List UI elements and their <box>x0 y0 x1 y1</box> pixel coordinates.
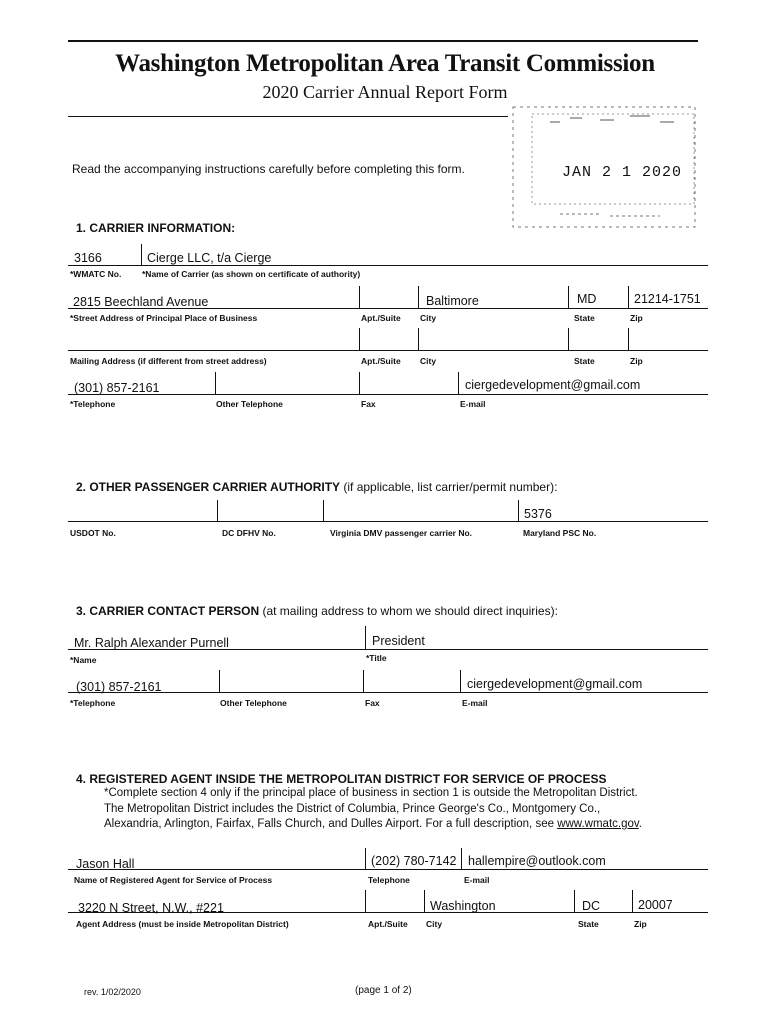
contact-telephone-value[interactable]: (301) 857-2161 <box>76 680 162 694</box>
state-label: State <box>574 313 595 323</box>
contact-fax-label: Fax <box>365 698 380 708</box>
agent-zip-value[interactable]: 20007 <box>638 898 673 912</box>
contact-title-label: *Title <box>366 653 387 663</box>
divider <box>359 328 360 351</box>
section1-heading: 1. CARRIER INFORMATION: <box>76 221 236 235</box>
state-value[interactable]: MD <box>577 292 597 306</box>
section2-heading-note: (if applicable, list carrier/permit number): <box>340 480 558 494</box>
carrier-name-value[interactable]: Cierge LLC, t/a Cierge <box>147 251 272 265</box>
divider <box>424 890 425 913</box>
divider <box>632 890 633 913</box>
divider <box>460 670 461 693</box>
divider <box>418 286 419 309</box>
contact-email-label: E-mail <box>462 698 488 708</box>
section3-heading-text: 3. CARRIER CONTACT PERSON <box>76 604 260 618</box>
contact-title-value[interactable]: President <box>372 634 425 648</box>
divider <box>359 286 360 309</box>
divider <box>323 500 324 522</box>
telephone-value[interactable]: (301) 857-2161 <box>74 381 160 395</box>
section2-heading-text: 2. OTHER PASSENGER CARRIER AUTHORITY <box>76 480 341 494</box>
divider <box>568 286 569 309</box>
wmatc-no-value[interactable]: 3166 <box>74 251 102 265</box>
section4-note-3-text: Alexandria, Arlington, Fairfax, Falls Church, and Dulles Airport. For a full description, see <box>104 818 558 830</box>
section4-note-2: The Metropolitan District includes the District of Columbia, Prince George's Co., Montgomery Co., <box>104 803 601 815</box>
city-value[interactable]: Baltimore <box>426 294 479 308</box>
wmatc-no-label: *WMATC No. <box>70 269 122 279</box>
divider <box>418 328 419 351</box>
section2-heading <box>76 480 557 494</box>
line-contact-telephone <box>68 692 708 693</box>
agent-zip-label: Zip <box>634 919 647 929</box>
divider <box>217 500 218 522</box>
agent-name-label: Name of Registered Agent for Service of Process <box>74 875 273 885</box>
section4-note-3-end: . <box>638 818 642 830</box>
instructions-text: Read the accompanying instructions carefully before completing this form. <box>72 162 465 176</box>
agent-name-value[interactable]: Jason Hall <box>76 857 135 871</box>
zip-value[interactable]: 21214-1751 <box>634 292 701 306</box>
wmatc-link[interactable]: www.wmatc.gov <box>557 818 639 830</box>
line-carrier <box>68 265 708 266</box>
street-label: *Street Address of Principal Place of Business <box>70 313 258 323</box>
contact-other-telephone-label: Other Telephone <box>220 698 287 708</box>
divider <box>458 372 459 395</box>
contact-email-value[interactable]: ciergedevelopment@gmail.com <box>467 677 643 691</box>
agent-address-label: Agent Address (must be inside Metropolitan District) <box>76 919 289 929</box>
agent-state-value[interactable]: DC <box>582 899 601 913</box>
carrier-name-label: *Name of Carrier (as shown on certificate of authority) <box>142 269 361 279</box>
fax-label: Fax <box>361 399 376 409</box>
divider <box>365 890 366 913</box>
apt-label: Apt./Suite <box>361 313 401 323</box>
section3-heading <box>76 604 558 618</box>
maryland-psc-label: Maryland PSC No. <box>523 528 597 538</box>
telephone-label: *Telephone <box>70 399 116 409</box>
contact-telephone-label: *Telephone <box>70 698 116 708</box>
divider <box>359 372 360 395</box>
dc-dfhv-label: DC DFHV No. <box>222 528 276 538</box>
contact-name-value[interactable]: Mr. Ralph Alexander Purnell <box>74 636 229 650</box>
line-street <box>68 308 708 309</box>
divider <box>215 372 216 395</box>
divider <box>141 244 142 266</box>
line-telephone <box>68 394 708 395</box>
divider <box>219 670 220 693</box>
contact-name-label: *Name <box>70 655 97 665</box>
zip-label: Zip <box>630 313 643 323</box>
usdot-label: USDOT No. <box>70 528 116 538</box>
virginia-dmv-label: Virginia DMV passenger carrier No. <box>330 528 473 538</box>
email-value[interactable]: ciergedevelopment@gmail.com <box>465 378 641 392</box>
city-label: City <box>420 313 437 323</box>
section4-note-3 <box>104 817 642 832</box>
form-title: Washington Metropolitan Area Transit Commission <box>115 50 655 77</box>
page-number: (page 1 of 2) <box>355 985 412 996</box>
divider <box>365 848 366 870</box>
agent-city-value[interactable]: Washington <box>430 899 496 913</box>
line-authority <box>68 521 708 522</box>
top-rule <box>68 40 698 42</box>
agent-apt-label: Apt./Suite <box>368 919 408 929</box>
agent-email-label: E-mail <box>464 875 490 885</box>
maryland-psc-value[interactable]: 5376 <box>524 507 552 521</box>
divider <box>568 328 569 351</box>
line-agent-address <box>68 912 708 913</box>
line-mailing <box>68 350 708 351</box>
divider <box>574 890 575 913</box>
agent-email-value[interactable]: hallempire@outlook.com <box>468 854 606 868</box>
divider <box>461 848 462 870</box>
form-subtitle: 2020 Carrier Annual Report Form <box>262 82 508 102</box>
stamp-date: JAN 2 1 2020 <box>562 164 683 181</box>
agent-city-label: City <box>426 919 443 929</box>
divider <box>365 626 366 650</box>
revision-date: rev. 1/02/2020 <box>84 987 141 997</box>
divider <box>363 670 364 693</box>
mailing-zip-label: Zip <box>630 356 643 366</box>
divider <box>628 286 629 309</box>
section3-heading-note: (at mailing address to whom we should direct inquiries): <box>259 604 558 618</box>
section4-note-1: *Complete section 4 only if the principal place of business in section 1 is outside the Metropolitan District. <box>104 787 638 799</box>
line-agent-name <box>68 869 708 870</box>
agent-telephone-label: Telephone <box>368 875 410 885</box>
mailing-state-label: State <box>574 356 595 366</box>
mailing-city-label: City <box>420 356 437 366</box>
other-telephone-label: Other Telephone <box>216 399 283 409</box>
divider <box>518 500 519 522</box>
line-contact-name <box>68 649 708 650</box>
mailing-apt-label: Apt./Suite <box>361 356 401 366</box>
section4-heading: 4. REGISTERED AGENT INSIDE THE METROPOLITAN DISTRICT FOR SERVICE OF PROCESS <box>76 772 607 786</box>
mailing-label: Mailing Address (if different from street address) <box>70 356 267 366</box>
email-label: E-mail <box>460 399 486 409</box>
agent-address-value[interactable]: 3220 N Street, N.W., #221 <box>78 901 224 915</box>
agent-state-label: State <box>578 919 599 929</box>
agent-telephone-value[interactable]: (202) 780-7142 <box>371 854 457 868</box>
divider <box>628 328 629 351</box>
street-value[interactable]: 2815 Beechland Avenue <box>73 295 209 309</box>
header-rule <box>68 116 508 117</box>
